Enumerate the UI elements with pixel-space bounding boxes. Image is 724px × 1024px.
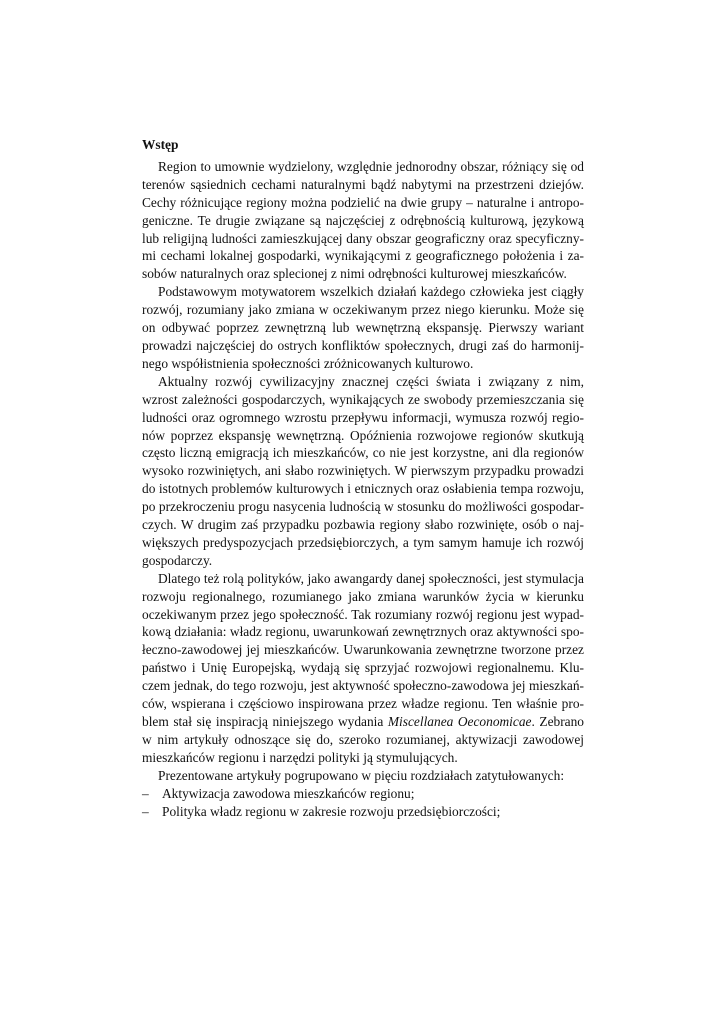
list-item [142, 785, 584, 803]
paragraph-region-definition: Region to umownie wydzielony, względnie jednorodny obszar, różniący się od terenów sąsiednich cechami naturalnymi bądź nabytymi na przestrzeni dziejów. Cechy różnicujące regiony można podzielić na dwie grupy – naturalne i antropogeniczne. Te drugie związane są najczęściej z odrębnością kulturową, językową lub religijną ludności zamieszkującej dany obszar geograficzny oraz specyficznymi cechami lokalnej gospodarki, wynikającymi z geograficznego położenia i zasobów naturalnych oraz splecionej z nimi odrębności kulturowej mieszkańców. [142, 158, 584, 282]
section-heading: Wstęp [142, 137, 179, 152]
paragraph-politicians-text-before: Dlatego też rolą polityków, jako awangardy danej społeczności, jest stymulacja rozwoju regionalnego, rozumianego jako zmiana warunków życia w kierunku oczekiwanym przez jego społeczność. Tak rozumiany rozwój regionu jest wypadkową działania: władz regionu, uwarunkowań zewnętrznych oraz aktywności społeczno-zawodowej jej mieszkańców. Uwarunkowania zewnętrzne tworzone przez państwo i Unię Europejską, wydają się sprzyjać rozwojowi regionalnemu. Kluczem jednak, do tego rozwoju, jest aktywność społeczno-zawodowa jej mieszkańców, wspierana i częściowo inspirowana przez władze regionu. Ten właśnie problem stał się inspiracją niniejszego wydania [142, 570, 584, 729]
paragraph-politicians-text-after: . Zebrano w nim artykuły odnoszące się do, szeroko rozumianej, aktywizacji zawodowej mieszkańców regionu i narzędzi polityki ją stymulujących. [142, 714, 584, 765]
list-item-text: Polityka władz regionu w zakresie rozwoju przedsiębiorczości; [162, 803, 501, 819]
dash-bullet: – [142, 803, 149, 819]
dash-bullet: – [142, 785, 149, 801]
chapter-list [142, 785, 584, 821]
list-item [142, 803, 584, 821]
paragraph-development: Aktualny rozwój cywilizacyjny znacznej części świata i związany z nim, wzrost zależności gospodarczych, wynikających ze swobody przemieszczania się ludności oraz ogromnego wzrostu przepływu informacji, wymusza rozwój regionów poprzez ekspansję wewnętrzną. Opóźnienia rozwojowe regionów skutkują często liczną emigracją ich mieszkańców, co nie jest korzystne, ani dla regionów wysoko rozwiniętych, ani słabo rozwiniętych. W pierwszym przypadku prowadzi do istotnych problemów kulturowych i etnicznych oraz osłabienia tempa rozwoju, po przekroczeniu progu nasycenia ludnością w stosunku do możliwości gospodarczych. W drugim zaś przypadku pozbawia regiony słabo rozwinięte, osób o największych predyspozycjach przedsiębiorczych, a tym samym hamuje ich rozwój gospodarczy. [142, 373, 584, 568]
page-content [142, 136, 584, 820]
paragraph-politicians [142, 570, 584, 767]
publication-title: Miscellanea Oeconomicae [387, 714, 532, 729]
list-item-text: Aktywizacja zawodowa mieszkańców regionu; [162, 785, 415, 801]
paragraph-motivation: Podstawowym motywatorem wszelkich działań każdego człowieka jest ciągły rozwój, rozumiany jako zmiana w oczekiwanym przez niego kierunku. Może się on odbywać poprzez zewnętrzną lub wewnętrzną ekspansję. Pierwszy wariant prowadzi najczęściej do ostrych konfliktów społecznych, drugi zaś do harmonijnego współistnienia społeczności zróżnicowanych kulturowo. [142, 284, 584, 371]
paragraph-chapters-intro: Prezentowane artykuły pogrupowano w pięciu rozdziałach zatytułowanych: [158, 767, 565, 783]
